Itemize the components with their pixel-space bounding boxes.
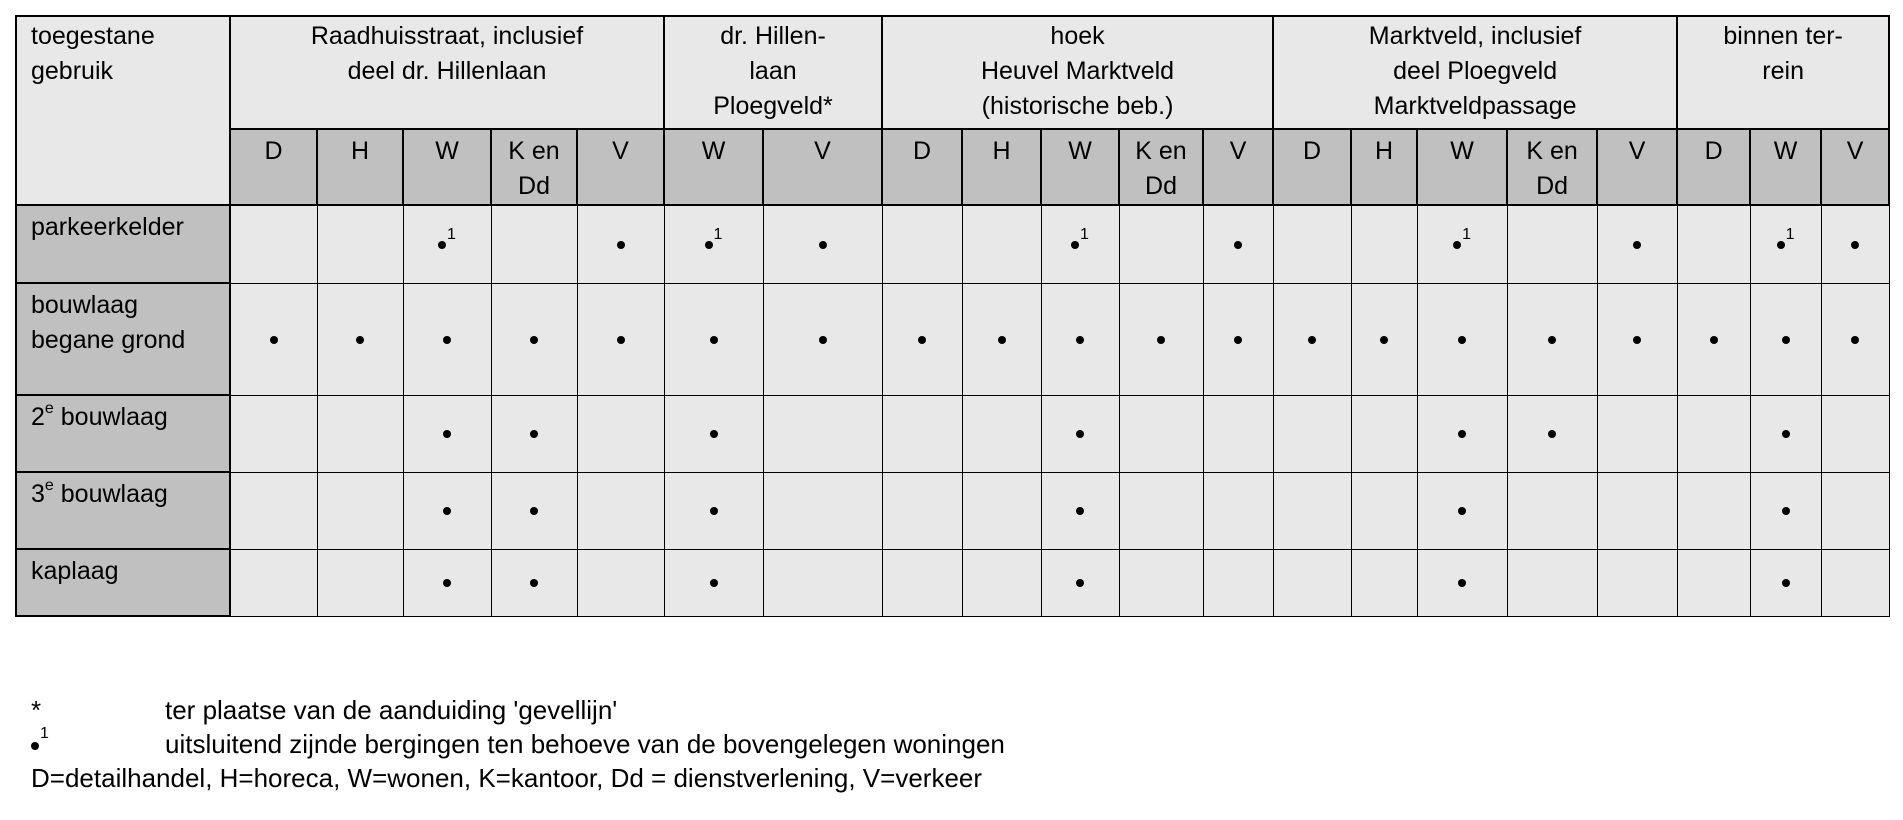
bullet-mark bbox=[1633, 336, 1641, 344]
table-cell bbox=[1417, 283, 1507, 395]
table-cell bbox=[664, 472, 763, 549]
table-cell: 1 bbox=[664, 205, 763, 283]
bullet-mark bbox=[1458, 507, 1466, 515]
bullet-mark bbox=[1633, 241, 1641, 249]
table-cell bbox=[1677, 283, 1750, 395]
table-cell bbox=[1507, 205, 1597, 283]
column-header: V bbox=[1821, 129, 1889, 205]
table-cell bbox=[1273, 205, 1351, 283]
table-row bbox=[16, 205, 1889, 283]
bullet-mark bbox=[1782, 507, 1790, 515]
table-cell bbox=[317, 549, 403, 616]
table-cell bbox=[317, 472, 403, 549]
bullet-mark bbox=[1458, 336, 1466, 344]
table-cell bbox=[882, 205, 962, 283]
table-cell bbox=[1417, 549, 1507, 616]
table-cell bbox=[763, 549, 882, 616]
table-cell bbox=[962, 549, 1041, 616]
column-header: K en Dd bbox=[491, 129, 577, 205]
asterisk-text: ter plaatse van de aanduiding 'gevellijn' bbox=[165, 695, 618, 725]
bullet-mark bbox=[1777, 241, 1785, 249]
table-cell bbox=[317, 395, 403, 472]
bullet-mark bbox=[1453, 241, 1461, 249]
table-cell: 1 bbox=[1041, 205, 1119, 283]
table-cell bbox=[1273, 283, 1351, 395]
table-cell bbox=[1750, 283, 1821, 395]
table-cell bbox=[1041, 395, 1119, 472]
table-cell bbox=[1351, 283, 1417, 395]
column-header: H bbox=[1351, 129, 1417, 205]
table-cell bbox=[1351, 472, 1417, 549]
bullet-mark bbox=[1071, 241, 1079, 249]
table-cell bbox=[1507, 395, 1597, 472]
row-label: kaplaag bbox=[16, 549, 230, 616]
legend-dot bbox=[31, 727, 1005, 761]
table-cell bbox=[1041, 549, 1119, 616]
table-cell bbox=[1119, 283, 1203, 395]
table-cell bbox=[1821, 205, 1889, 283]
column-header: W bbox=[403, 129, 491, 205]
bullet-mark bbox=[1308, 336, 1316, 344]
group-header-hoek-heuvel: hoek Heuvel Marktveld (historische beb.) bbox=[882, 16, 1273, 129]
bullet-mark bbox=[617, 336, 625, 344]
bullet-mark bbox=[356, 336, 364, 344]
table-cell bbox=[491, 549, 577, 616]
table-cell bbox=[763, 205, 882, 283]
dot-symbol: 1 bbox=[31, 727, 165, 761]
bullet-mark bbox=[710, 336, 718, 344]
table-cell bbox=[1351, 205, 1417, 283]
bullet-mark bbox=[1782, 336, 1790, 344]
table-cell bbox=[577, 395, 664, 472]
bullet-mark bbox=[530, 507, 538, 515]
corner-header: toegestane gebruik bbox=[16, 16, 230, 205]
table-cell bbox=[1351, 549, 1417, 616]
bullet-mark bbox=[1076, 579, 1084, 587]
table-cell bbox=[1597, 395, 1677, 472]
column-header: W bbox=[1750, 129, 1821, 205]
table-cell bbox=[230, 395, 317, 472]
row-label: bouwlaag begane grond bbox=[16, 283, 230, 395]
bullet-mark bbox=[530, 430, 538, 438]
bullet-mark bbox=[530, 336, 538, 344]
bullet-mark bbox=[1548, 336, 1556, 344]
column-header: D bbox=[1273, 129, 1351, 205]
table-cell bbox=[1597, 283, 1677, 395]
column-header: H bbox=[317, 129, 403, 205]
table-cell bbox=[1203, 395, 1273, 472]
table-cell bbox=[1119, 205, 1203, 283]
table-cell bbox=[577, 283, 664, 395]
table-cell bbox=[1821, 395, 1889, 472]
group-header-binnenterrein: binnen ter- rein bbox=[1677, 16, 1889, 129]
bullet-mark bbox=[1548, 430, 1556, 438]
bullet-mark bbox=[918, 336, 926, 344]
table-cell bbox=[1203, 472, 1273, 549]
table-cell bbox=[1821, 283, 1889, 395]
table-cell bbox=[403, 395, 491, 472]
bullet-mark bbox=[710, 579, 718, 587]
bullet-mark bbox=[1782, 579, 1790, 587]
table-cell bbox=[1597, 205, 1677, 283]
table-cell bbox=[1203, 549, 1273, 616]
table-cell bbox=[491, 205, 577, 283]
column-header: D bbox=[230, 129, 317, 205]
column-header: K en Dd bbox=[1507, 129, 1597, 205]
table-cell bbox=[962, 472, 1041, 549]
bullet-mark bbox=[1458, 579, 1466, 587]
bullet-mark bbox=[819, 336, 827, 344]
bullet-mark bbox=[710, 430, 718, 438]
table-cell bbox=[1119, 472, 1203, 549]
table-cell bbox=[577, 205, 664, 283]
table-cell bbox=[1821, 549, 1889, 616]
table-cell bbox=[763, 395, 882, 472]
table-cell bbox=[1507, 472, 1597, 549]
table-cell bbox=[1119, 549, 1203, 616]
bullet-mark bbox=[1782, 430, 1790, 438]
column-header: W bbox=[1041, 129, 1119, 205]
table-cell bbox=[1677, 395, 1750, 472]
bullet-mark bbox=[443, 430, 451, 438]
table-cell bbox=[230, 472, 317, 549]
table-cell bbox=[1203, 283, 1273, 395]
table-cell bbox=[230, 549, 317, 616]
row-label: parkeerkelder bbox=[16, 205, 230, 283]
column-header: W bbox=[664, 129, 763, 205]
bullet-mark bbox=[1380, 336, 1388, 344]
table-cell bbox=[1273, 472, 1351, 549]
table-cell bbox=[882, 549, 962, 616]
row-label: 2e bouwlaag bbox=[16, 395, 230, 472]
column-header: H bbox=[962, 129, 1041, 205]
bullet-mark bbox=[270, 336, 278, 344]
table-cell bbox=[1677, 205, 1750, 283]
table-cell bbox=[491, 283, 577, 395]
table-cell bbox=[1119, 395, 1203, 472]
table-cell bbox=[962, 395, 1041, 472]
group-header-hillenlaan: dr. Hillen- laan Ploegveld* bbox=[664, 16, 882, 129]
table-cell: 1 bbox=[1750, 205, 1821, 283]
column-header: K en Dd bbox=[1119, 129, 1203, 205]
table-cell bbox=[1507, 283, 1597, 395]
table-cell bbox=[317, 205, 403, 283]
table-cell bbox=[403, 283, 491, 395]
table-cell bbox=[230, 283, 317, 395]
table-cell bbox=[403, 472, 491, 549]
column-header: V bbox=[763, 129, 882, 205]
table-cell bbox=[1750, 549, 1821, 616]
bullet-mark bbox=[1710, 336, 1718, 344]
table-cell bbox=[962, 283, 1041, 395]
bullet-mark bbox=[819, 241, 827, 249]
table-cell bbox=[1597, 549, 1677, 616]
dot-text: uitsluitend zijnde bergingen ten behoeve van de bovengelegen woningen bbox=[165, 729, 1005, 759]
group-header-raadhuisstraat: Raadhuisstraat, inclusief deel dr. Hillenlaan bbox=[230, 16, 664, 129]
bullet-mark bbox=[1458, 430, 1466, 438]
usage-table bbox=[15, 15, 1890, 617]
table-cell bbox=[1273, 395, 1351, 472]
table-cell bbox=[317, 283, 403, 395]
bullet-mark bbox=[443, 336, 451, 344]
table-cell bbox=[491, 395, 577, 472]
table-cell: 1 bbox=[403, 205, 491, 283]
bullet-mark bbox=[1076, 507, 1084, 515]
bullet-mark bbox=[617, 241, 625, 249]
column-header: V bbox=[1597, 129, 1677, 205]
table-cell bbox=[491, 472, 577, 549]
column-header: V bbox=[577, 129, 664, 205]
table-cell bbox=[1507, 549, 1597, 616]
table-cell bbox=[577, 549, 664, 616]
bullet-mark bbox=[998, 336, 1006, 344]
table-cell bbox=[1273, 549, 1351, 616]
table-cell bbox=[1750, 472, 1821, 549]
column-header: D bbox=[1677, 129, 1750, 205]
bullet-mark bbox=[1234, 336, 1242, 344]
bullet-mark bbox=[1234, 241, 1242, 249]
legend-abbreviations: D=detailhandel, H=horeca, W=wonen, K=kantoor, Dd = dienstverlening, V=verkeer bbox=[31, 763, 983, 793]
table-cell bbox=[1417, 472, 1507, 549]
table-cell bbox=[664, 395, 763, 472]
table-cell bbox=[882, 283, 962, 395]
table-row bbox=[16, 395, 1889, 472]
table-cell bbox=[577, 472, 664, 549]
table-cell bbox=[664, 283, 763, 395]
bullet-mark bbox=[443, 579, 451, 587]
table-cell bbox=[1821, 472, 1889, 549]
column-header: V bbox=[1203, 129, 1273, 205]
bullet-mark bbox=[443, 507, 451, 515]
column-header: W bbox=[1417, 129, 1507, 205]
bullet-mark bbox=[1851, 241, 1859, 249]
table-cell bbox=[882, 395, 962, 472]
table-cell bbox=[763, 472, 882, 549]
bullet-mark bbox=[710, 507, 718, 515]
table-cell bbox=[1417, 395, 1507, 472]
table-row bbox=[16, 283, 1889, 395]
table-cell bbox=[1041, 283, 1119, 395]
table-cell bbox=[1597, 472, 1677, 549]
table-cell bbox=[1351, 395, 1417, 472]
table-row bbox=[16, 472, 1889, 549]
table-cell bbox=[664, 549, 763, 616]
table-row bbox=[16, 549, 1889, 616]
table-cell bbox=[1750, 395, 1821, 472]
bullet-mark bbox=[530, 579, 538, 587]
bullet-mark bbox=[1076, 430, 1084, 438]
table-cell bbox=[1677, 549, 1750, 616]
group-header-marktveld: Marktveld, inclusief deel Ploegveld Marktveldpassage bbox=[1273, 16, 1677, 129]
table-cell bbox=[230, 205, 317, 283]
bullet-mark bbox=[1076, 336, 1084, 344]
bullet-mark bbox=[438, 241, 446, 249]
row-label: 3e bouwlaag bbox=[16, 472, 230, 549]
table-cell: 1 bbox=[1417, 205, 1507, 283]
legend-asterisk bbox=[31, 693, 617, 727]
table-cell bbox=[1677, 472, 1750, 549]
table-cell bbox=[1203, 205, 1273, 283]
bullet-mark bbox=[705, 241, 713, 249]
table-cell bbox=[962, 205, 1041, 283]
asterisk-symbol: * bbox=[31, 695, 42, 725]
table-cell bbox=[403, 549, 491, 616]
bullet-mark bbox=[1157, 336, 1165, 344]
table-cell bbox=[1041, 472, 1119, 549]
bullet-mark bbox=[1851, 336, 1859, 344]
table-cell bbox=[763, 283, 882, 395]
table-cell bbox=[882, 472, 962, 549]
column-header: D bbox=[882, 129, 962, 205]
